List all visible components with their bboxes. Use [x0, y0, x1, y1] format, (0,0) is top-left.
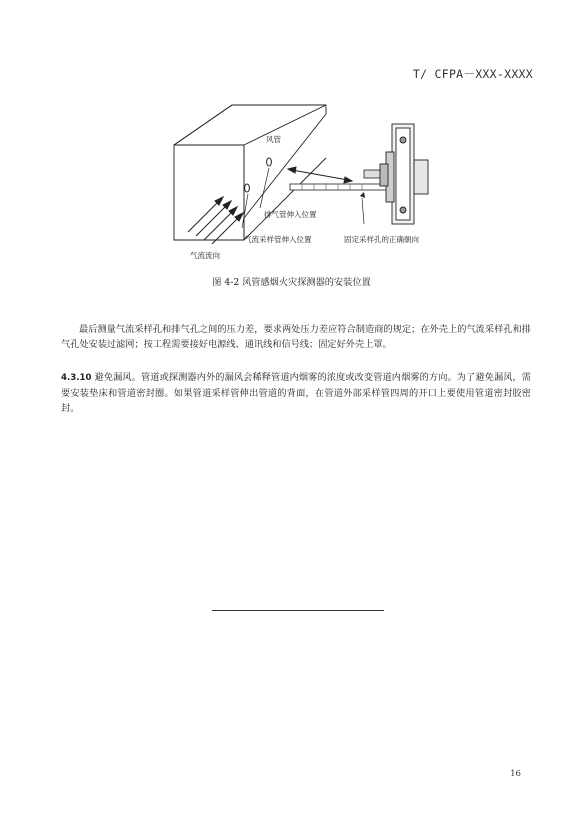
label-exhaust-position: 排气管伸入位置	[264, 210, 317, 219]
insertion-double-arrow	[288, 167, 352, 183]
clause-number: 4.3.10	[61, 373, 92, 384]
document-code-header: T/ CFPA－XXX-XXXX	[412, 67, 533, 81]
figure-caption: 图 4-2 风管感烟火灾探测器的安装位置	[212, 277, 371, 288]
label-sampling-position: 气流采样管伸入位置	[244, 235, 312, 244]
orientation-pointer	[362, 198, 364, 224]
paragraph-pressure-test: 最后测量气流采样孔和排气孔之间的压力差，要求两处压力差应符合制造商的规定；在外壳上的气流采样孔和排气孔处安装过滤网；按工程需要接好电源线、通讯线和信号线；固定好外壳上罩。	[61, 324, 531, 351]
label-correct-orientation: 固定采样孔的正确朝向	[344, 235, 419, 244]
duct-detector-figure	[168, 100, 458, 260]
page-number: 16	[510, 769, 521, 779]
clause-text: 避免漏风。管道或探测器内外的漏风会稀释管道内烟雾的浓度或改变管道内烟雾的方向。为了避免漏风，需要安装垫床和管道密封圈。如果管道采样管伸出管道的背面，在管道外部采样管四周的开口上要使用管道密封胶密封。	[61, 372, 531, 415]
detector-housing	[380, 124, 428, 224]
clause-4-3-10	[61, 370, 531, 416]
orientation-arrowhead	[360, 192, 365, 198]
duct-detector-diagram	[168, 100, 458, 260]
label-airflow-direction: 气流流向	[190, 251, 220, 260]
label-duct: 风管	[266, 135, 281, 144]
sampling-tube	[290, 170, 394, 190]
end-of-document-rule	[212, 610, 384, 611]
